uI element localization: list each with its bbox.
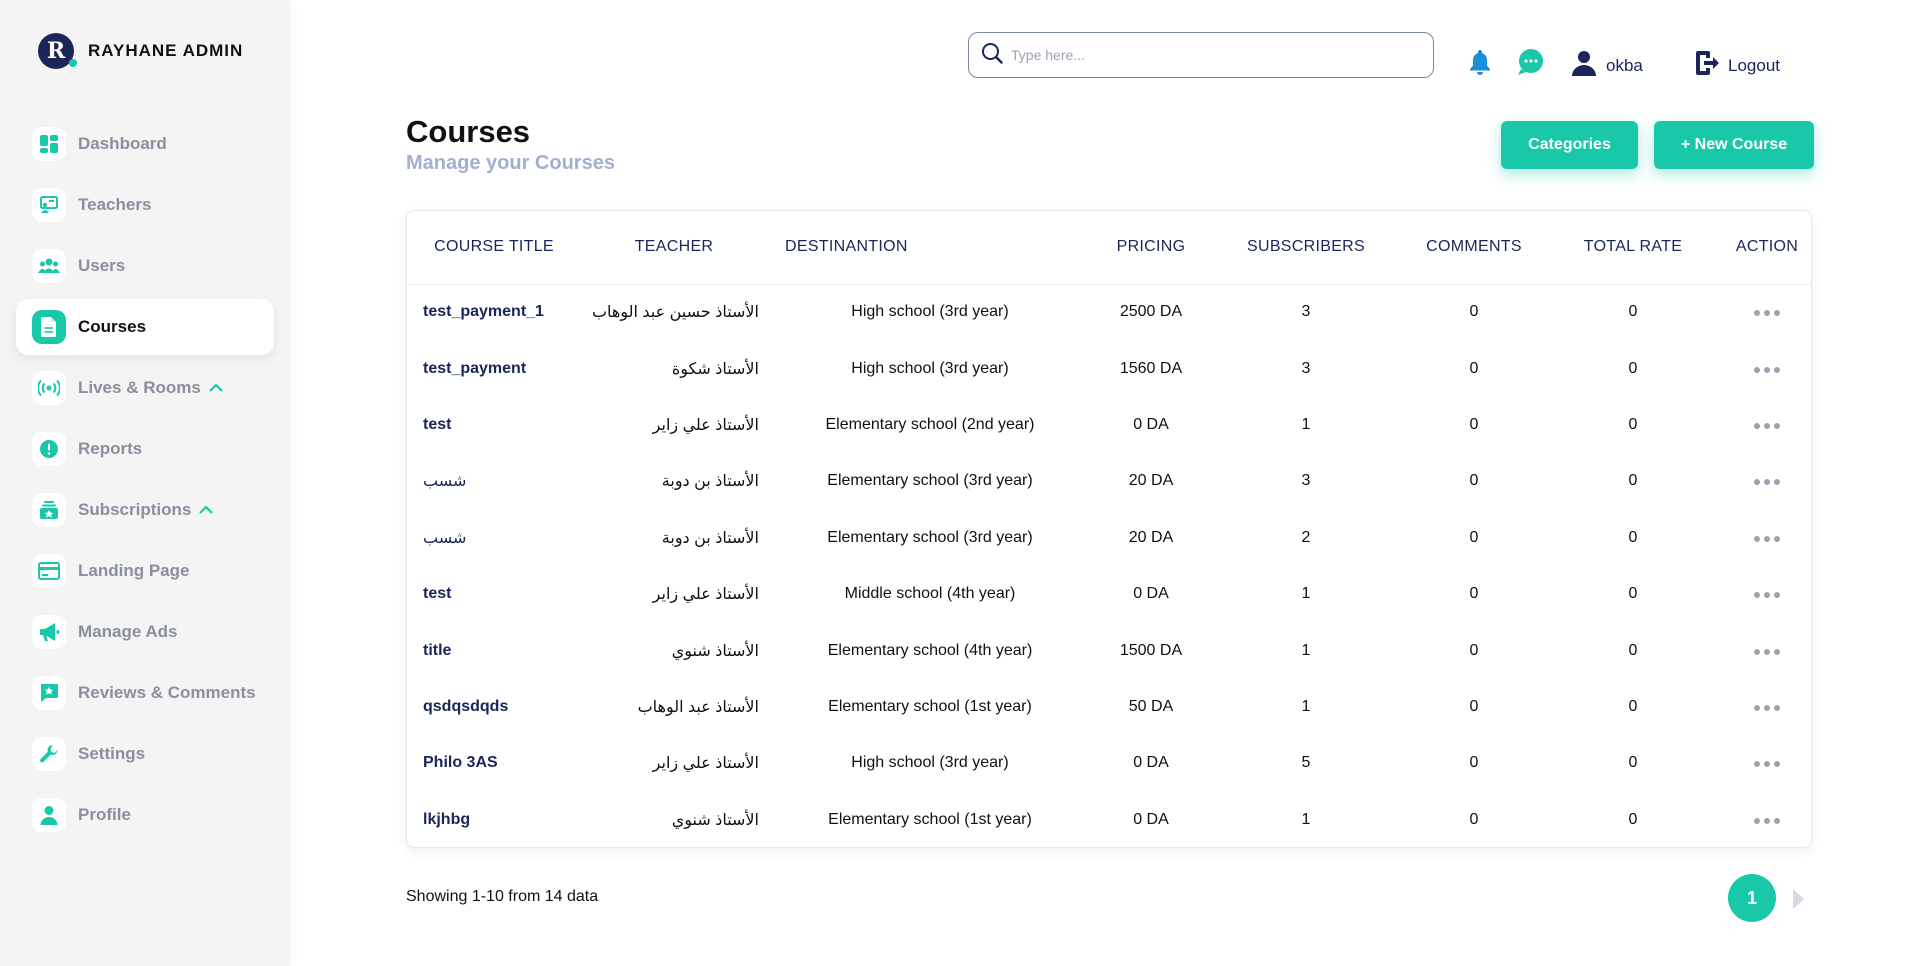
subscribers-count: 2: [1301, 528, 1311, 546]
action-cell: [1721, 735, 1812, 791]
pricing: 1560 DA: [1119, 359, 1183, 377]
column-header-teacher[interactable]: TEACHER: [634, 238, 714, 256]
teacher-name: الأستاذ حسين عبد الوهاب: [591, 304, 759, 322]
column-header-course-title[interactable]: COURSE TITLE: [434, 238, 554, 256]
total-rate: 0: [1628, 303, 1638, 321]
table-row[interactable]: [407, 397, 1812, 453]
teacher-name: الأستاذ علي زاير: [652, 416, 759, 434]
file-icon: [32, 310, 66, 344]
sidebar-item-label: Teachers: [78, 195, 152, 214]
table-row[interactable]: [407, 566, 1812, 622]
action-cell: [1721, 510, 1812, 566]
pricing: 0 DA: [1133, 415, 1169, 433]
table-body: [407, 284, 1812, 848]
wrench-icon: [32, 737, 66, 771]
total-rate: 0: [1628, 697, 1638, 715]
subscribers-count: 1: [1301, 641, 1311, 659]
teacher-name: الأستاذ بن دوبة: [661, 529, 759, 547]
sidebar-item-label: Reviews & Comments: [78, 683, 256, 702]
teacher-board-icon: [32, 188, 66, 222]
action-cell: [1721, 566, 1812, 622]
chevron-up-icon[interactable]: [209, 383, 223, 393]
sidebar-item-label: Lives & Rooms: [78, 378, 201, 397]
more-options-icon[interactable]: [1754, 649, 1780, 655]
pricing: 0 DA: [1133, 810, 1169, 828]
user-icon: [1572, 50, 1596, 81]
destination: High school (3rd year): [851, 303, 1009, 321]
page-subtitle: Manage your Courses: [406, 152, 615, 174]
table-row[interactable]: [407, 792, 1812, 848]
destination: Middle school (4th year): [844, 585, 1016, 603]
teacher-name: الأستاذ بن دوبة: [661, 473, 759, 491]
sidebar-item-manage-ads[interactable]: [16, 604, 274, 660]
sidebar-item-settings[interactable]: [16, 726, 274, 782]
total-rate: 0: [1628, 472, 1638, 490]
table-row[interactable]: [407, 284, 1812, 340]
course-title-link[interactable]: test_payment_1: [423, 303, 544, 321]
subscribers-count: 1: [1301, 415, 1311, 433]
sidebar-item-label: Settings: [78, 744, 146, 763]
page-title: Courses: [406, 114, 531, 149]
logout-icon: [1694, 50, 1720, 81]
destination: Elementary school (2nd year): [825, 415, 1035, 433]
alert-icon: [32, 432, 66, 466]
table-row[interactable]: [407, 679, 1812, 735]
username: okba: [1606, 55, 1643, 75]
destination: High school (3rd year): [851, 754, 1009, 772]
teacher-name: الأستاذ شكوة: [671, 360, 759, 378]
pagination-summary: Showing 1-10 from 14 data: [406, 888, 599, 905]
sidebar-item-users[interactable]: [16, 238, 274, 294]
pricing: 20 DA: [1128, 472, 1174, 490]
users-icon: [32, 249, 66, 283]
total-rate: 0: [1628, 641, 1638, 659]
course-title-link[interactable]: شسب: [423, 529, 467, 547]
sidebar-item-dashboard[interactable]: [16, 116, 274, 172]
comments-count: 0: [1469, 754, 1479, 772]
pricing: 1500 DA: [1119, 641, 1183, 659]
action-cell: [1721, 284, 1812, 340]
column-header-pricing[interactable]: PRICING: [1116, 238, 1186, 256]
table-row[interactable]: [407, 510, 1812, 566]
more-options-icon[interactable]: [1754, 705, 1780, 711]
pricing: 50 DA: [1128, 697, 1174, 715]
sidebar-item-reviews-comments[interactable]: [16, 665, 274, 721]
sidebar-item-label: Courses: [78, 317, 147, 336]
sidebar-item-label: Subscriptions: [78, 500, 192, 519]
action-cell: [1721, 397, 1812, 453]
card-icon: [32, 554, 66, 588]
new-course-button[interactable]: + New Course: [1654, 121, 1814, 169]
column-header-action: ACTION: [1735, 238, 1799, 256]
teacher-name: الأستاذ عبد الوهاب: [637, 698, 759, 716]
total-rate: 0: [1628, 415, 1638, 433]
comments-count: 0: [1469, 697, 1479, 715]
sidebar-item-label: Reports: [78, 439, 143, 458]
total-rate: 0: [1628, 754, 1638, 772]
comments-count: 0: [1469, 585, 1479, 603]
more-options-icon[interactable]: [1754, 423, 1780, 429]
destination: Elementary school (1st year): [828, 697, 1032, 715]
next-page-icon[interactable]: [1791, 888, 1805, 915]
more-options-icon[interactable]: [1754, 367, 1780, 373]
subscribers-count: 3: [1301, 359, 1311, 377]
more-options-icon[interactable]: [1754, 818, 1780, 824]
sidebar-item-landing-page[interactable]: [16, 543, 274, 599]
dashboard-icon: [32, 127, 66, 161]
comments-count: 0: [1469, 472, 1479, 490]
comments-count: 0: [1469, 359, 1479, 377]
sidebar-item-label: Manage Ads: [78, 622, 178, 641]
teacher-name: الأستاذ شنوي: [671, 811, 759, 829]
action-cell: [1721, 679, 1812, 735]
action-cell: [1721, 453, 1812, 509]
categories-button[interactable]: Categories: [1501, 121, 1638, 169]
subscribers-count: 1: [1301, 585, 1311, 603]
course-title-link[interactable]: test_payment: [423, 359, 527, 377]
more-options-icon[interactable]: [1754, 310, 1780, 316]
sidebar-item-courses[interactable]: [16, 299, 274, 355]
pricing: 0 DA: [1133, 754, 1169, 772]
total-rate: 0: [1628, 810, 1638, 828]
sidebar: [0, 0, 290, 966]
more-options-icon[interactable]: [1754, 761, 1780, 767]
more-options-icon[interactable]: [1754, 479, 1780, 485]
destination: Elementary school (1st year): [828, 810, 1032, 828]
table-row[interactable]: [407, 340, 1812, 396]
course-title-link[interactable]: test: [423, 585, 452, 603]
pricing: 20 DA: [1128, 528, 1174, 546]
table-header-row: [407, 211, 1812, 284]
course-title-link[interactable]: test: [423, 415, 452, 433]
sidebar-nav: [16, 116, 274, 848]
total-rate: 0: [1628, 528, 1638, 546]
subscribers-count: 3: [1301, 472, 1311, 490]
broadcast-icon: [32, 371, 66, 405]
column-header-total-rate[interactable]: TOTAL RATE: [1583, 238, 1683, 256]
bell-icon[interactable]: [1468, 48, 1492, 76]
pricing: 0 DA: [1133, 585, 1169, 603]
logout-label: Logout: [1728, 55, 1780, 75]
sidebar-item-label: Landing Page: [78, 561, 190, 580]
user-menu[interactable]: [1572, 50, 1643, 81]
destination: Elementary school (4th year): [827, 641, 1033, 659]
subscribers-count: 5: [1301, 754, 1311, 772]
action-cell: [1721, 792, 1812, 848]
more-options-icon[interactable]: [1754, 592, 1780, 598]
search-box[interactable]: [968, 32, 1434, 78]
destination: High school (3rd year): [851, 359, 1009, 377]
courses-table: [407, 211, 1812, 848]
teacher-name: الأستاذ شنوي: [671, 642, 759, 660]
more-options-icon[interactable]: [1754, 536, 1780, 542]
column-header-destination[interactable]: DESTINANTION: [785, 238, 908, 256]
sidebar-item-subscriptions[interactable]: [16, 482, 274, 538]
sidebar-item-reports[interactable]: [16, 421, 274, 477]
action-cell: [1721, 340, 1812, 396]
logout-button[interactable]: [1694, 50, 1780, 81]
total-rate: 0: [1628, 359, 1638, 377]
brand[interactable]: [38, 33, 243, 69]
destination: Elementary school (3rd year): [827, 472, 1033, 490]
comments-count: 0: [1469, 415, 1479, 433]
column-header-subscribers[interactable]: SUBSCRIBERS: [1247, 238, 1365, 256]
courses-table-card: [406, 210, 1812, 848]
total-rate: 0: [1628, 585, 1638, 603]
action-cell: [1721, 622, 1812, 678]
sidebar-item-label: Dashboard: [78, 134, 167, 153]
sidebar-item-label: Profile: [78, 805, 131, 824]
subscription-icon: [32, 493, 66, 527]
brand-logo: R: [38, 33, 74, 69]
comments-count: 0: [1469, 303, 1479, 321]
teacher-name: الأستاذ علي زاير: [652, 755, 759, 773]
course-title-link[interactable]: title: [423, 641, 452, 659]
page-number-button[interactable]: 1: [1728, 874, 1776, 922]
megaphone-icon: [32, 615, 66, 649]
table-row[interactable]: [407, 622, 1812, 678]
search-icon: [981, 42, 1003, 69]
teacher-name: الأستاذ علي زاير: [652, 586, 759, 604]
pricing: 2500 DA: [1119, 303, 1183, 321]
sidebar-item-lives-rooms[interactable]: [16, 360, 274, 416]
column-header-comments[interactable]: COMMENTS: [1426, 238, 1522, 256]
comments-count: 0: [1469, 810, 1479, 828]
course-title-link[interactable]: lkjhbg: [423, 810, 471, 828]
table-row[interactable]: [407, 735, 1812, 791]
sidebar-item-label: Users: [78, 256, 126, 275]
subscribers-count: 3: [1301, 303, 1311, 321]
subscribers-count: 1: [1301, 697, 1311, 715]
subscribers-count: 1: [1301, 810, 1311, 828]
comments-count: 0: [1469, 528, 1479, 546]
search-input[interactable]: [1011, 47, 1411, 63]
chat-icon[interactable]: [1516, 48, 1546, 76]
person-icon: [32, 798, 66, 832]
review-icon: [32, 676, 66, 710]
brand-name: RAYHANE ADMIN: [88, 41, 244, 60]
sidebar-item-teachers[interactable]: [16, 177, 274, 233]
course-title-link[interactable]: Philo 3AS: [423, 754, 498, 772]
chevron-up-icon[interactable]: [199, 505, 213, 515]
course-title-link[interactable]: شسب: [423, 473, 467, 491]
comments-count: 0: [1469, 641, 1479, 659]
course-title-link[interactable]: qsdqsdqds: [423, 697, 509, 715]
sidebar-item-profile[interactable]: [16, 787, 274, 843]
destination: Elementary school (3rd year): [827, 528, 1033, 546]
table-row[interactable]: [407, 453, 1812, 509]
